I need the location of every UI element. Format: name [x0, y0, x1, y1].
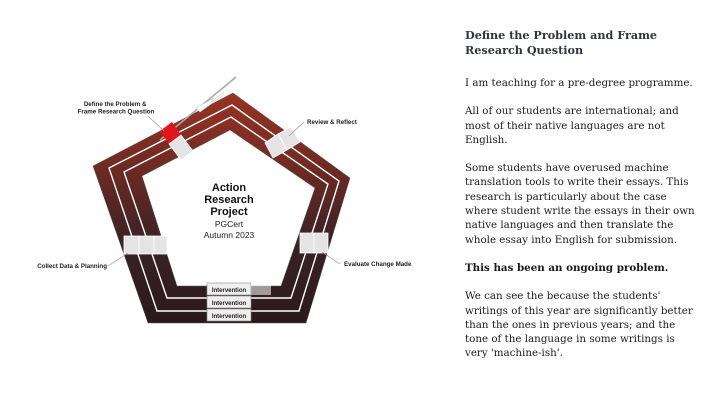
- center-subtitle-line-1: PGCert: [214, 219, 244, 229]
- center-title-line-3: Project: [210, 206, 248, 218]
- intervention-fade: [251, 283, 271, 295]
- collect-step-block-1: [124, 236, 139, 254]
- panel-paragraph-2: All of our students are international; and most of their native languages are not English.: [465, 105, 679, 146]
- intervention-label-2: Intervention: [211, 301, 247, 307]
- center-subtitle-line-2: Autumn 2023: [203, 230, 255, 240]
- text-panel: [465, 28, 697, 375]
- evaluate-step-block-2: [314, 233, 328, 253]
- evaluate-step-block-1: [300, 233, 314, 253]
- center-title-line-2: Research: [204, 194, 254, 206]
- collect-step-block-2: [139, 236, 154, 254]
- review-step-label: Review & Reflect: [307, 119, 357, 126]
- collect-leader: [108, 253, 128, 266]
- define-step-label: Define the Problem & Frame Research Question: [77, 101, 155, 116]
- center-title-line-1: Action: [211, 182, 247, 194]
- collect-step-block-3: [154, 236, 167, 254]
- intervention-label-3: Intervention: [211, 314, 247, 320]
- define-leader: [148, 116, 164, 131]
- panel-paragraph-5: We can see the because the students' writings of this year are significantly better than the ones in previous years; and the tone of the language in some writings is very 'machine-ish'.: [465, 290, 693, 360]
- panel-paragraph-3: Some students have overused machine translation tools to write their essays. This research is particularly about the case where student write the essays in their own native languages and then translate the whole essay into English for submission.: [465, 162, 695, 246]
- evaluate-step-label: Evaluate Change Made: [344, 261, 412, 268]
- panel-paragraph-4: This has been an ongoing problem.: [465, 261, 669, 274]
- collect-step-label: Collect Data & Planning: [37, 263, 107, 270]
- panel-paragraph-1: I am teaching for a pre-degree programme.: [465, 77, 693, 89]
- intervention-label-1: Intervention: [211, 288, 247, 294]
- panel-heading: Define the Problem and Frame Research Question: [465, 28, 658, 57]
